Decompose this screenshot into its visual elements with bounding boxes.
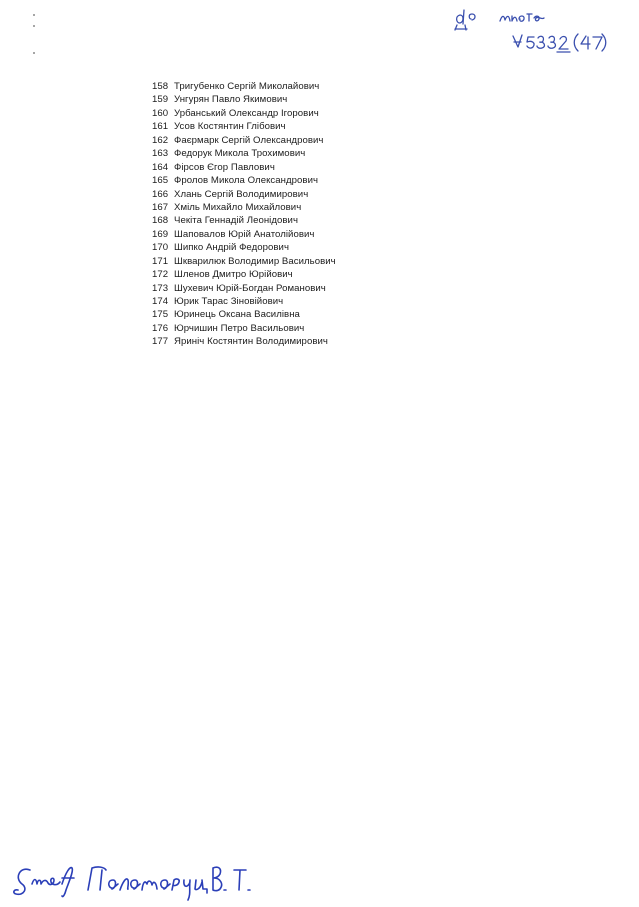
entry-number: 159 — [152, 94, 169, 106]
entry-number: 162 — [152, 134, 169, 146]
list-item — [152, 282, 472, 295]
list-item — [152, 214, 472, 227]
list-item — [152, 255, 472, 268]
entry-number: 172 — [152, 269, 169, 281]
entry-number: 160 — [152, 107, 169, 119]
entry-name: Шленов Дмитро Юрійович — [174, 269, 293, 281]
list-item — [152, 107, 472, 120]
signature-drawing — [8, 858, 258, 902]
list-item — [152, 93, 472, 106]
list-item — [152, 188, 472, 201]
handwritten-signature — [8, 858, 258, 902]
entry-number: 166 — [152, 188, 169, 200]
entry-name: Шипко Андрій Федорович — [174, 242, 290, 254]
scan-speck — [33, 14, 35, 16]
list-item — [152, 241, 472, 254]
name-list — [152, 80, 472, 349]
entry-name: Шкварилюк Володимир Васильович — [174, 255, 336, 267]
entry-name: Шаповалов Юрій Анатолійович — [174, 228, 315, 240]
entry-name: Юрик Тарас Зіновійович — [174, 296, 284, 307]
entry-number: 174 — [152, 296, 169, 307]
list-item — [152, 322, 472, 335]
list-item — [152, 228, 472, 241]
list-item — [152, 80, 472, 93]
entry-number: 163 — [152, 148, 169, 160]
entry-name: Фаєрмарк Сергій Олександрович — [174, 134, 324, 146]
entry-number: 175 — [152, 309, 169, 321]
scan-speck — [33, 25, 35, 27]
entry-number: 177 — [152, 336, 169, 348]
entry-number: 165 — [152, 175, 169, 187]
scan-speck — [33, 52, 35, 54]
entry-number: 173 — [152, 282, 169, 294]
entry-name: Унгурян Павло Якимович — [174, 94, 288, 106]
list-item — [152, 147, 472, 160]
entry-name: Юрчишин Петро Васильович — [174, 322, 305, 334]
list-item — [152, 161, 472, 174]
entry-number: 167 — [152, 201, 169, 213]
list-item — [152, 335, 472, 348]
entry-name: Хлань Сергій Володимирович — [174, 188, 309, 200]
handwritten-note — [450, 6, 635, 58]
entry-number: 164 — [152, 161, 169, 173]
entry-number: 170 — [152, 242, 169, 254]
list-item — [152, 295, 472, 308]
entry-name: Федорук Микола Трохимович — [174, 148, 306, 160]
entry-number: 161 — [152, 121, 169, 133]
entry-number: 171 — [152, 255, 169, 267]
list-item — [152, 134, 472, 147]
entry-name: Тригубенко Сергій Миколайович — [174, 81, 320, 92]
entry-name: Фролов Микола Олександрович — [174, 175, 319, 187]
entry-name: Чекіта Геннадій Леонідович — [174, 215, 299, 227]
entry-name: Усов Костянтин Глібович — [174, 121, 286, 133]
entry-number: 168 — [152, 215, 169, 227]
entry-number: 176 — [152, 322, 169, 334]
entry-name: Хміль Михайло Михайлович — [174, 201, 302, 213]
entry-name: Юринець Оксана Василівна — [174, 309, 300, 321]
entry-name: Шухевич Юрій-Богдан Романович — [174, 282, 326, 294]
entry-name: Урбанський Олександр Ігорович — [174, 107, 319, 119]
list-item — [152, 308, 472, 321]
entry-name: Фірсов Єгор Павлович — [174, 161, 275, 173]
list-item — [152, 268, 472, 281]
entry-number: 169 — [152, 228, 169, 240]
list-item — [152, 174, 472, 187]
list-item — [152, 120, 472, 133]
list-item — [152, 201, 472, 214]
handwritten-note-drawing — [450, 6, 635, 58]
entry-name: Яриніч Костянтин Володимирович — [174, 336, 328, 348]
entry-number: 158 — [152, 81, 169, 92]
